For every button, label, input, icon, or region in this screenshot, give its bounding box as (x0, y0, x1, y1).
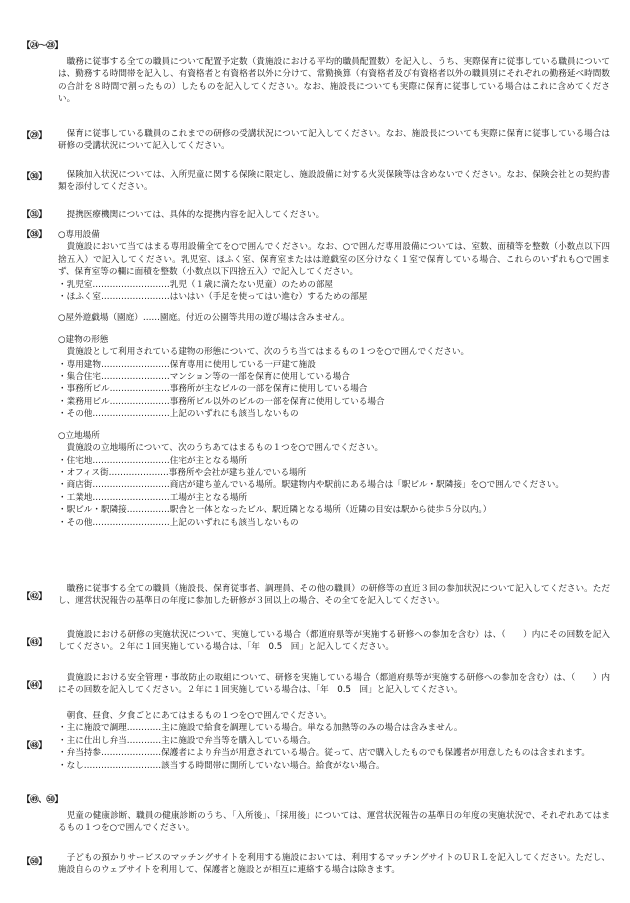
section-mark: 【㉙】 (22, 131, 47, 141)
facilities-heading: ○専用設備 (58, 230, 100, 240)
section-text: 貴施設における安全管理・事故防止の取組について、研修を実施している場合（都道府県等が実施する研修への参加を含む）は、（ ）内にその回数を記入してください。２年に１回実施している場合は、「年 0.5 回」と記入してください。 (58, 673, 610, 696)
section-text: 保険加入状況については、入所児童に関する保険に限定し、施設設備に対する火災保険等は含めないでください。なお、保険会社との契約書類を添付してください。 (58, 170, 610, 193)
section-mark: 【㊸】 (22, 638, 47, 648)
section-text: 子どもの預かりサービスのマッチングサイトを利用する施設においては、利用するマッチングサイトのＵＲＬを記入してください。ただし、施設自らのウェブサイトを利用して、保護者と施設とが相互に連絡する場合は除きます。 (58, 853, 610, 876)
section-mark: 【㊳】 (22, 230, 47, 240)
location-item: ・工業地………………………工場が主となる場所 (58, 492, 248, 503)
location-item: ・オフィス街…………………事務所や会社が建ち並んでいる場所 (58, 467, 307, 478)
section-body (58, 710, 610, 772)
section-text: 職務に従事する全ての職員について配置予定数（貴施設における平均的職員配置数）を記入し、うち、実際保育に従事している職員については、勤務する時間帯を記入し、有資格者と有資格者以外に分けて、常勤換算（有資格者及び有資格者以外の職員別にそれぞれの勤務延べ時間数の合計を８時間で割ったもの）したものを記入してください。なお、施設長についても実際に保育に従事している場合はこれに含めてください。 (58, 57, 610, 105)
location-item: ・その他………………………上記のいずれにも該当しないもの (58, 517, 299, 528)
section-mark: 【㊾、㊿】 (22, 795, 63, 805)
building-item: ・事務所ビル…………………事務所が主なビルの一部を保育に使用している場合 (58, 384, 368, 395)
facility-item: ・ほふく室……………………はいはい（手足を使ってはい進む）するための部屋 (58, 292, 368, 303)
section-body (58, 583, 610, 608)
section-body (58, 672, 610, 697)
location-heading: ○立地場所 (58, 430, 100, 441)
section-body (58, 629, 610, 654)
meal-item: ・なし………………………該当する時間帯に開所していない場合。給食がない場合。 (58, 760, 385, 771)
section-intro: 朝食、昼食、夕食ごとにあてはまるもの１つを○で囲んでください。 (66, 711, 332, 721)
location-item: ・商店街………………………商店が建ち並んでいる場所。駅建物内や駅前にある場合は「駅ビル・駅隣接」を○で囲んでください。 (58, 480, 564, 491)
section-body (58, 810, 610, 835)
location-item: ・住宅地………………………住宅が主となる場所 (58, 455, 248, 466)
facility-item: ・乳児室………………………乳児（１歳に満たない児童）のための部屋 (58, 279, 334, 290)
section-mark: 【㉚】 (22, 172, 47, 182)
section-body (58, 169, 610, 194)
section-text: 提携医療機関については、具体的な提携内容を記入してください。 (66, 210, 325, 220)
section-mark: 【㉔～㉘】 (22, 41, 63, 51)
meal-item: ・弁当持参…………………保護者により弁当が用意されている場合。従って、店で購入したものでも保護者が用意したものは含まれます。 (58, 748, 590, 759)
building-item: ・その他………………………上記のいずれにも該当しないもの (58, 409, 299, 420)
section-mark: 【㊷】 (22, 592, 47, 602)
section-body (58, 229, 610, 529)
section-text: 貴施設における研修の実施状況について、実施している場合（都道府県等が実施する研修への参加を含む）は、（ ）内にその回数を記入してください。２年に１回実施している場合は、「年 0.5 回」と記入してください。 (58, 630, 610, 653)
section-text: 児童の健康診断、職員の健康診断のうち、「入所後」、「採用後」については、運営状況報告の基準日の年度の実施状況で、それぞれあてはまるもの１つを○で囲んでください。 (58, 811, 610, 834)
section-mark: 【㊿】 (22, 857, 47, 867)
playground-text: ○屋外遊戯場（園庭）……園庭。付近の公園等共用の遊び場は含みません。 (58, 313, 350, 324)
section-text: 保育に従事している職員のこれまでの研修の受講状況について記入してください。なお、施設長についても実際に保育に従事している場合は研修の受講状況について記入してください。 (58, 129, 610, 152)
building-item: ・専用建物……………………保育専用に使用している一戸建て施設 (58, 359, 316, 370)
section-body (58, 852, 610, 877)
building-item: ・集合住宅……………………マンション等の一部を保育に使用している場合 (58, 372, 350, 383)
section-mark: 【㉛】 (22, 210, 47, 220)
building-text: 貴施設として利用されている建物の形態について、次のうち当てはまるもの１つを○で囲んでください。 (66, 347, 470, 358)
location-item: ・駅ビル・駅隣接……………駅舎と一体となったビル、駅近隣となる場所（近隣の目安は駅から徒歩５分以内。） (58, 505, 492, 516)
section-text: 職務に従事する全ての職員（施設長、保育従事者、調理員、その他の職員）の研修等の直近３回の参加状況について記入してください。ただし、運営状況報告の基準日の年度に参加した研修が３回以上の場合、その全てを記入してください。 (58, 584, 610, 607)
facilities-text: 貴施設において当てはまる専用設備全てを○で囲んでください。なお、○で囲んだ専用設備については、室数、面積等を整数（小数点以下四捨五入）で記入してください。乳児室、ほふく室、保育室またはは遊戯室の区分けなく１室で保育している場合、これらのいずれも○で囲まず、保育室等の欄に面積を整数（小数点以下四捨五入）で記入してください。 (58, 242, 610, 278)
section-body (58, 128, 610, 153)
section-body (58, 209, 610, 221)
section-mark: 【㊹】 (22, 681, 47, 691)
building-item: ・業務用ビル…………………事務所ビル以外のビルの一部を保育に使用している場合 (58, 396, 385, 407)
building-heading: ○建物の形態 (58, 334, 109, 345)
meal-item: ・主に仕出し弁当…………主に施設で弁当等を購入している場合。 (58, 735, 316, 746)
section-body (58, 56, 610, 106)
section-mark: 【㊽】 (22, 741, 47, 751)
location-text: 貴施設の立地場所について、次のうちあてはまるもの１つを○で囲んでください。 (66, 443, 384, 454)
meal-item: ・主に施設で調理…………主に施設で給食を調理している場合。単なる加熱等のみの場合は含みません。 (58, 723, 463, 734)
